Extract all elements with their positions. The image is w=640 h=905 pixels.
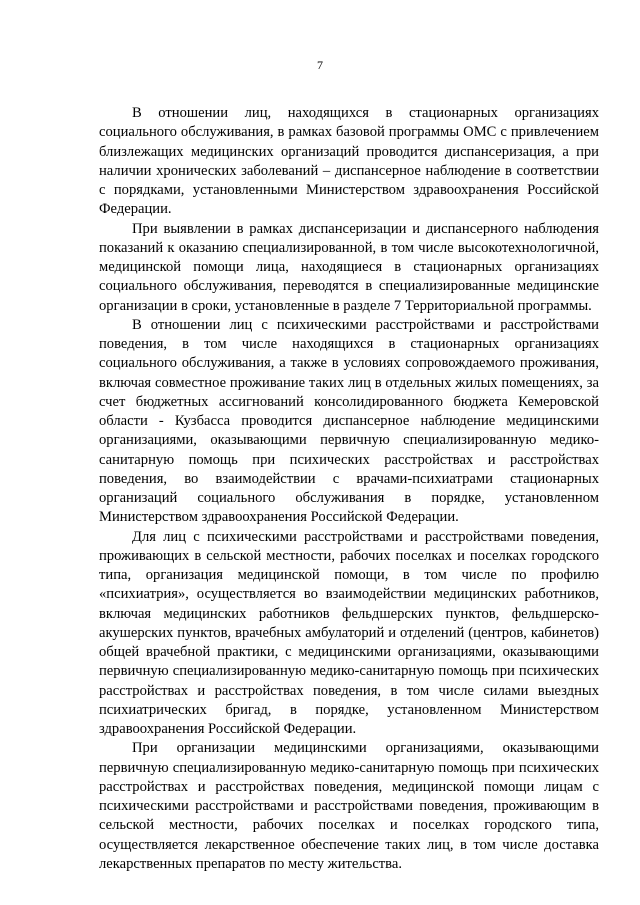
paragraph-1: В отношении лиц, находящихся в стационарных организациях социального обслуживания, в рамках базовой программы ОМС с привлечением близлежащих медицинских организаций проводится диспансеризация, а при наличии хронических заболеваний – диспансерное наблюдение в соответствии с порядками, установленными Министерством здравоохранения Российской Федерации. <box>99 105 599 218</box>
document-body <box>99 104 599 874</box>
page-number: 7 <box>317 58 323 72</box>
paragraph-3: В отношении лиц с психическими расстройствами и расстройствами поведения, в том числе находящихся в стационарных организациях социального обслуживания, а также в условиях сопровождаемого проживания, включая совместное проживание таких лиц в отдельных жилых помещениях, за счет бюджетных ассигнований консолидированного бюджета Кемеровской области - Кузбасса проводится диспансерное наблюдение медицинскими организациями, оказывающими первичную специализированную медико-санитарную помощь при психических расстройствах и расстройствах поведения, во взаимодействии с врачами-психиатрами стационарных организаций социального обслуживания в порядке, установленном Министерством здравоохранения Российской Федерации. <box>99 316 599 526</box>
paragraph-5: При организации медицинскими организациями, оказывающими первичную специализированную медико-санитарную помощь при психических расстройствах и расстройствах поведения, медицинской помощи лицам с психическими расстройствами и расстройствами поведения, проживающим в сельской местности, рабочих поселках и поселках городского типа, осуществляется лекарственное обеспечение таких лиц, в том числе доставка лекарственных препаратов по месту жительства. <box>99 740 599 872</box>
paragraph-2: При выявлении в рамках диспансеризации и диспансерного наблюдения показаний к оказанию специализированной, в том числе высокотехнологичной, медицинской помощи лица, находящиеся в стационарных организациях социального обслуживания, переводятся в специализированные медицинские организации в сроки, установленные в разделе 7 Территориальной программы. <box>99 220 599 314</box>
paragraph-4: Для лиц с психическими расстройствами и расстройствами поведения, проживающих в сельской местности, рабочих поселках и поселках городского типа, организация медицинской помощи, в том числе по профилю «психиатрия», осуществляется во взаимодействии медицинских работников, включая медицинских работников фельдшерских пунктов, фельдшерско-акушерских пунктов, врачебных амбулаторий и отделений (центров, кабинетов) общей врачебной практики, с медицинскими организациями, оказывающими первичную специализированную медико-санитарную помощь при психических расстройствах и расстройствах поведения, в том числе силами выездных психиатрических бригад, в порядке, установленном Министерством здравоохранения Российской Федерации. <box>99 528 599 737</box>
